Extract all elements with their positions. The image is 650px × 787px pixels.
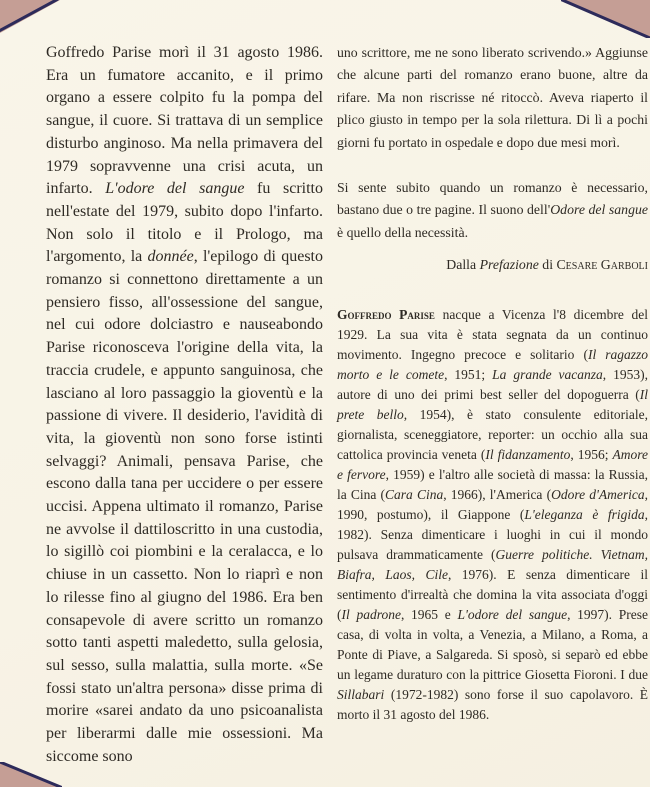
author-bio-paragraph: Goffredo Parise nacque a Vicenza l'8 dicembre del 1929. La sua vita è stata segnata da un continuo movimento. Ingegno precoce e solitario (Il ragazzo morto e le comete, 1951; La grande vacanza, 1953), autore di uno dei primi best seller del dopoguerra (Il prete bello, 1954), è stato consulente editoriale, giornalista, sceneggiatore, reporter: un occhio alla sua cattolica provincia veneta (Il fidanzamento, 1956; Amore e fervore, 1959) e l'altro alle società di massa: la Russia, la Cina (Cara Cina, 1966), l'America (Odore d'America, 1990, postumo), il Giappone (L'eleganza è frigida, 1982). Senza dimenticare i luoghi in cui il mondo pulsava drammaticamente (Guerre politiche. Vietnam, Biafra, Laos, Cile, 1976). E senza dimenticare il sentimento d'irrealtà che domina la vita associata d'oggi (Il padrone, 1965 e L'odore del sangue, 1997). Prese casa, di volta in volta, a Venezia, a Milano, a Roma, a Ponte di Piave, a Salgareda. Si sposò, si separò ed ebbe un legame duraturo con la pittrice Giosetta Fioroni. I due Sillabari (1972-1982) sono forse il suo capolavoro. È morto il 31 agosto del 1986.: [337, 307, 648, 723]
left-column-paragraph: Goffredo Parise morì il 31 agosto 1986. Era un fumatore accanito, e il primo organo a essere colpito fu la pompa del sangue, il cuore. Si trattava di un semplice disturbo anginoso. Ma nella primavera del 1979 sopravvenne una crisi acuta, un infarto. L'odore del sangue fu scritto nell'estate del 1979, subito dopo l'infarto. Non solo il titolo e il Prologo, ma l'argomento, la donnée, l'epilogo di questo romanzo si connettono direttamente a un pensiero fisso, all'ossessione del sangue, nel cui odore dolciastro e nauseabondo Parise riconosceva l'origine della vita, la traccia crudele, e appunto sanguinosa, che lasciano al loro passaggio la gioventù e la passione di vivere. Il desiderio, l'avidità di vita, la gioventù non sono forse istinti selvaggi? Animali, pensava Parise, che escono dalla tana per uccidere o per essere uccisi. Appena ultimato il romanzo, Parise ne avvolse il dattiloscritto in una custodia, lo sigillò coi piombini e la ceralacca, e lo chiuse in un cassetto. Non lo riaprì e non lo rilesse fino al giugno del 1986. Era ben consapevole di avere scritto un romanzo sotto tanti aspetti maledetto, sulla gelosia, sul sesso, sulla malattia, sulla morte. «Se fossi stato un'altra persona» disse prima di morire «sarei andato da uno psicoanalista per liberarmi dalle mie ossessioni. Ma siccome sono: [46, 44, 323, 765]
cover-corner-top-left: [0, 0, 60, 33]
preface-paragraph-2: Si sente subito quando un romanzo è necessario, bastano due o tre pagine. Il suono dell'Odore del sangue è quello della necessità.: [337, 180, 648, 240]
preface-attribution: Dalla Prefazione di Cesare Garboli: [446, 257, 648, 273]
cover-corner-top-right: [561, 0, 650, 38]
right-column: [337, 42, 648, 725]
preface-paragraph-1: uno scrittore, me ne sono liberato scrivendo.» Aggiunse che alcune parti del romanzo erano buone, altre da rifare. Ma non riscrisse né ritoccò. Aveva riaperto il plico giusto in tempo per la sola rilettura. Di lì a pochi giorni fu portato in ospedale e dopo due mesi morì.: [337, 45, 648, 150]
